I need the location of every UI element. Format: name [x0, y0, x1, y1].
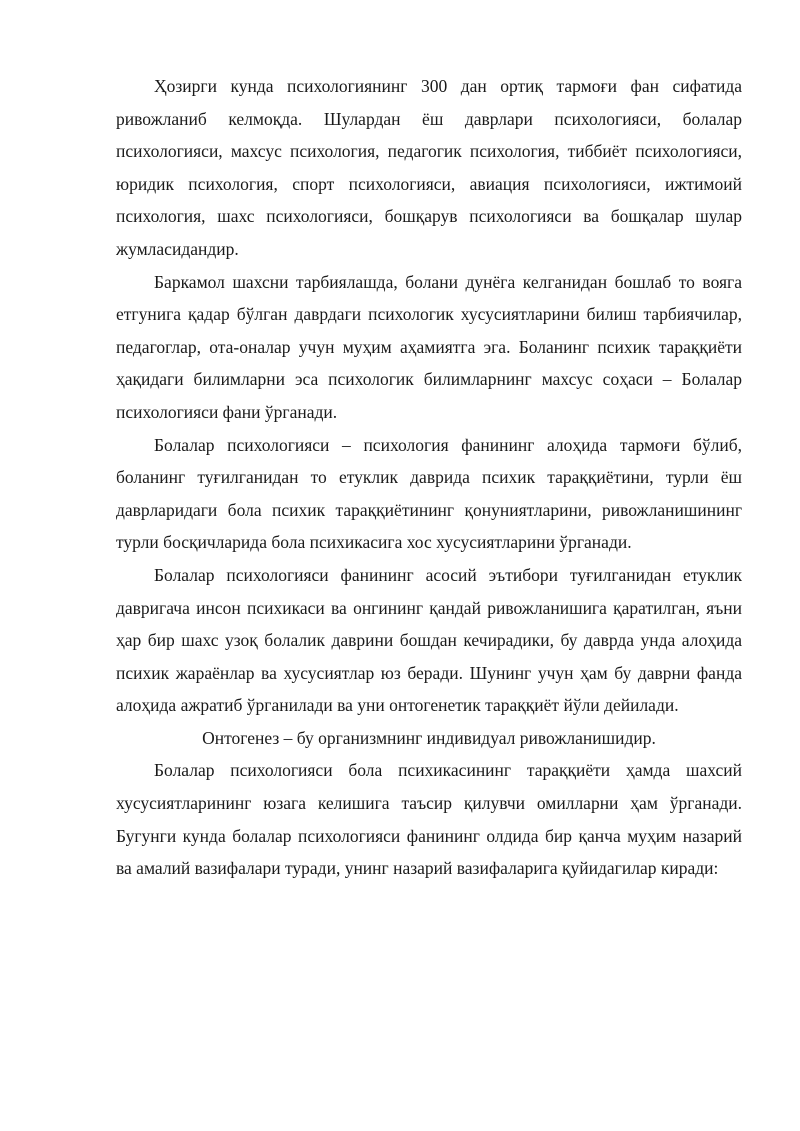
paragraph-1: Ҳозирги кунда психологиянинг 300 дан ортиқ тармоғи фан сифатида ривожланиб келмоқда. Шулардан ёш даврлари психологияси, болалар психологияси, махсус психология, педагогик психология, тиббиёт психологияси, юридик психология, спорт психологияси, авиация психологияси, ижтимоий психология, шахс психологияси, бошқарув психологияси ва бошқалар шулар жумласидандир. [116, 76, 742, 259]
paragraph-2: Баркамол шахсни тарбиялашда, болани дунёга келганидан бошлаб то вояга етгунига қадар бўлган даврдаги психологик хусусиятларини билиш тарбиячилар, педагоглар, ота-оналар учун муҳим аҳамиятга эга. Боланинг психик тараққиёти ҳақидаги билимларни эса психологик билимларнинг махсус соҳаси – Болалар психологияси фани ўрганади. [116, 271, 742, 422]
paragraph-3: Болалар психологияси – психология фанининг алоҳида тармоғи бўлиб, боланинг туғилганидан то етуклик даврида психик тараққиётини, турли ёш даврларидаги бола психик тараққиётининг қонуниятларини, ривожланишининг турли босқичларида бола психикасига хос хусусиятларини ўрганади. [116, 434, 742, 553]
body-text [116, 70, 742, 885]
ontogenesis-definition: Онтогенез – бу организмнинг индивидуал ривожланишидир. [202, 727, 656, 748]
paragraph-4: Болалар психологияси фанининг асосий эътибори туғилганидан етуклик давригача инсон психикаси ва онгининг қандай ривожланишига қаратилган, яъни ҳар бир шахс узоқ болалик даврини бошдан кечирадики, бу даврда унда алоҳида психик жараёнлар ва хусусиятлар юз беради. Шунинг учун ҳам бу даврни фанда алоҳида ажратиб ўрганилади ва уни онтогенетик тараққиёт йўли дейилади. [116, 564, 742, 716]
paragraph-6: Болалар психологияси бола психикасининг тараққиёти ҳамда шахсий хусусиятларининг юзага келишига таъсир қилувчи омилларни ҳам ўрганади. Бугунги кунда болалар психологияси фанининг олдида бир қанча муҳим назарий ва амалий вазифалари туради, унинг назарий вазифаларига қуйидагилар киради: [116, 760, 742, 879]
